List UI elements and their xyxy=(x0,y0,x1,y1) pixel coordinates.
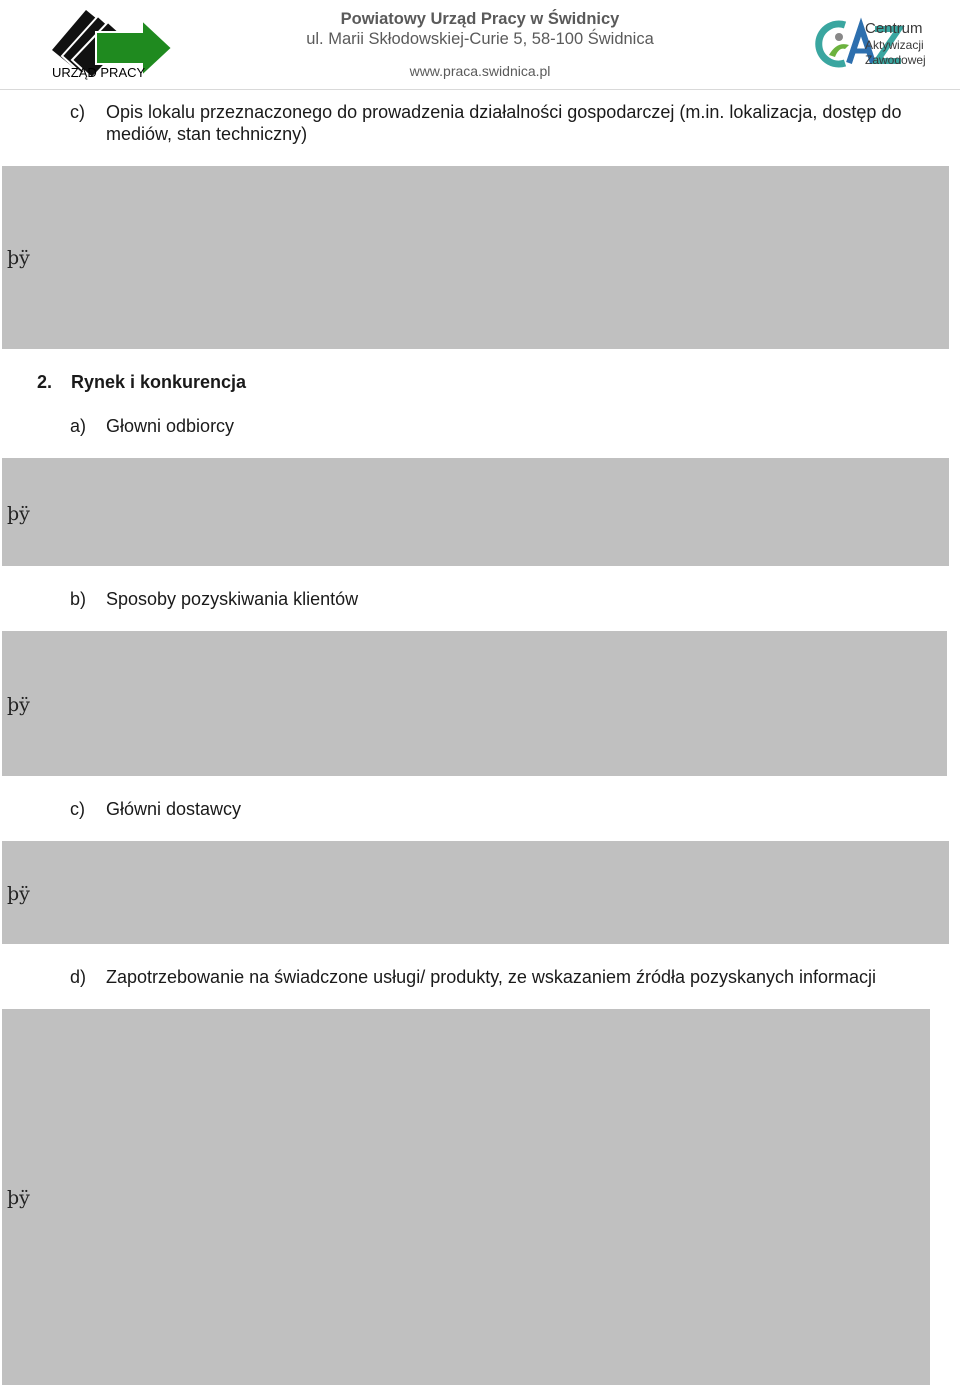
caz-logo-text xyxy=(865,20,926,68)
organization-name: Powiatowy Urząd Pracy w Świdnicy xyxy=(340,10,620,28)
section-d-marker: d) xyxy=(70,967,87,987)
field-placeholder-glyph: þÿ xyxy=(7,247,30,269)
section-b-label: Sposoby pozyskiwania klientów xyxy=(106,589,359,609)
section-c2-marker: c) xyxy=(70,799,85,819)
section-c-text-line1: Opis lokalu przeznaczonego do prowadzenia działalności gospodarczej (m.in. lokalizacja, dostęp do xyxy=(106,102,902,122)
main-recipients-field[interactable] xyxy=(2,458,949,566)
field-placeholder-glyph: þÿ xyxy=(7,503,30,525)
field-placeholder-glyph: þÿ xyxy=(7,1187,30,1209)
caz-line-1: Centrum xyxy=(865,20,923,37)
header-divider xyxy=(0,89,960,90)
section-a-label: Głowni odbiorcy xyxy=(106,416,235,436)
section-2-title: Rynek i konkurencja xyxy=(71,372,247,392)
organization-address: ul. Marii Skłodowskiej-Curie 5, 58-100 Świdnica xyxy=(306,30,654,48)
main-suppliers-field[interactable] xyxy=(2,841,949,944)
section-d-label: Zapotrzebowanie na świadczone usługi/ produkty, ze wskazaniem źródła pozyskanych informacji xyxy=(106,967,877,987)
section-c-marker: c) xyxy=(70,102,85,122)
field-placeholder-glyph: þÿ xyxy=(7,694,30,716)
section-b-marker: b) xyxy=(70,589,87,609)
urzad-pracy-caption: URZĄD PRACY xyxy=(52,65,146,80)
field-placeholder-glyph: þÿ xyxy=(7,883,30,905)
organization-website: www.praca.swidnica.pl xyxy=(409,63,551,79)
caz-line-3: Zawodowej xyxy=(865,53,926,67)
section-c2-label: Główni dostawcy xyxy=(106,799,242,819)
section-c-text-line2: mediów, stan techniczny) xyxy=(106,124,308,144)
section-2-number: 2. xyxy=(37,372,53,392)
local-description-field[interactable] xyxy=(2,166,949,349)
caz-line-2: Aktywizacji xyxy=(865,38,924,52)
client-acquisition-field[interactable] xyxy=(2,631,947,776)
page-header xyxy=(0,0,960,90)
demand-field[interactable] xyxy=(2,1009,930,1385)
section-a-marker: a) xyxy=(70,416,87,436)
organization-block xyxy=(280,9,680,79)
